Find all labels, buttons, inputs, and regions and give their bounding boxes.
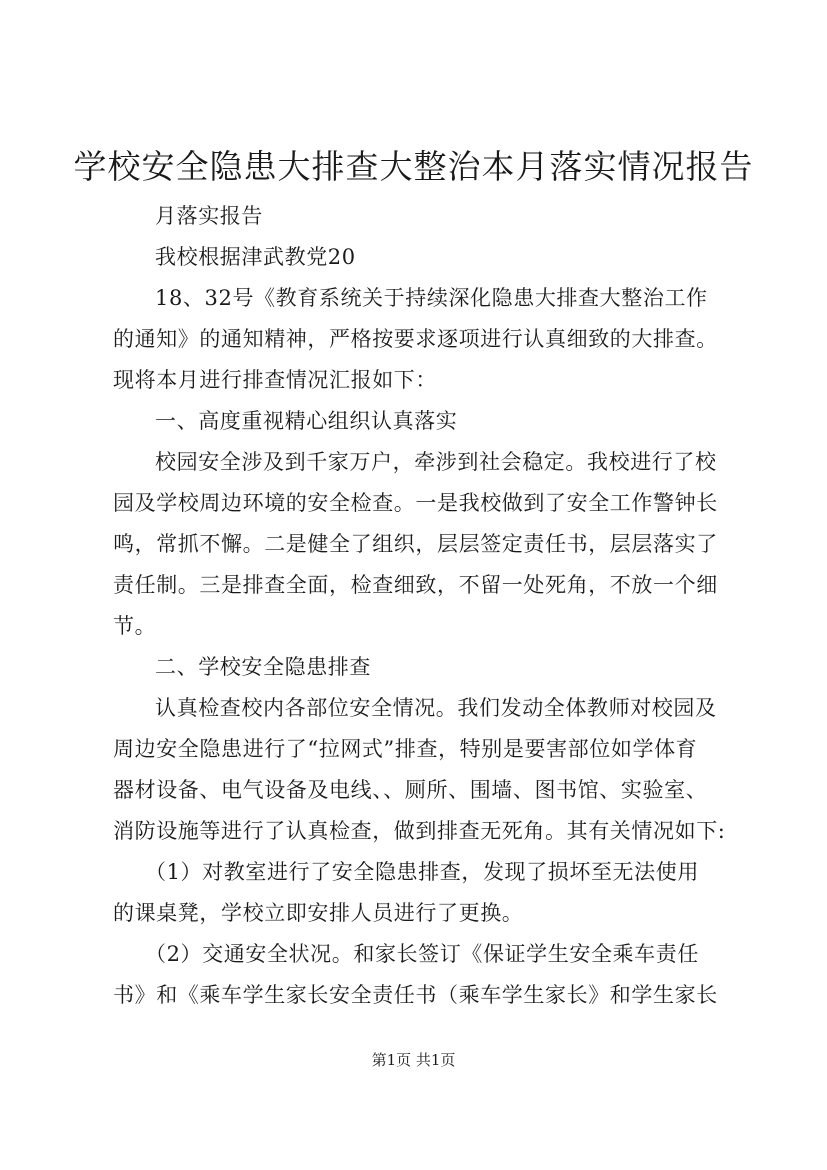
paragraph-line: 的课桌凳，学校立即安排人员进行了更换。 bbox=[113, 901, 524, 925]
paragraph-line: 现将本月进行排查情况汇报如下： bbox=[113, 368, 437, 392]
paragraph-line: 责任制。三是排查全面，检查细致，不留一处死角，不放一个细 bbox=[113, 573, 718, 597]
section-heading: 二、学校安全隐患排查 bbox=[155, 655, 371, 679]
paragraph-line: 我校根据津武教党20 bbox=[155, 245, 356, 269]
paragraph-line: 书》和《乘车学生家长安全责任书（乘车学生家长》和学生家长 bbox=[113, 983, 718, 1007]
document-title: 学校安全隐患大排查大整治本月落实情况报告 bbox=[73, 147, 754, 186]
paragraph-line: 节。 bbox=[113, 614, 157, 638]
paragraph-line: 鸣，常抓不懈。二是健全了组织，层层签定责任书，层层落实了 bbox=[113, 532, 718, 556]
paragraph-line: 周边安全隐患进行了“拉网式”排查，特别是要害部位如学体育 bbox=[113, 737, 698, 761]
paragraph-line: 园及学校周边环境的安全检查。一是我校做到了安全工作警钟长 bbox=[113, 491, 718, 515]
document-body bbox=[113, 196, 733, 1016]
paragraph-line: 认真检查校内各部位安全情况。我们发动全体教师对校园及 bbox=[155, 696, 717, 720]
page-footer: 第1页 共1页 bbox=[371, 1051, 456, 1069]
list-item: （1）对教室进行了安全隐患排查，发现了损坏至无法使用 bbox=[145, 860, 699, 884]
paragraph-line: 的通知》的通知精神，严格按要求逐项进行认真细致的大排查。 bbox=[113, 327, 718, 351]
section-heading: 一、高度重视精心组织认真落实 bbox=[155, 409, 458, 433]
paragraph-line: 校园安全涉及到千家万户，牵涉到社会稳定。我校进行了校 bbox=[155, 450, 717, 474]
list-item: （2）交通安全状况。和家长签订《保证学生安全乘车责任 bbox=[145, 942, 699, 966]
paragraph-line: 18、32号《教育系统关于持续深化隐患大排查大整治工作 bbox=[155, 286, 708, 310]
paragraph-line: 月落实报告 bbox=[155, 204, 263, 228]
paragraph-line: 消防设施等进行了认真检查，做到排查无死角。其有关情况如下: bbox=[113, 819, 726, 843]
paragraph-line: 器材设备、电气设备及电线、、厕所、围墙、图书馆、实验室、 bbox=[113, 778, 708, 802]
